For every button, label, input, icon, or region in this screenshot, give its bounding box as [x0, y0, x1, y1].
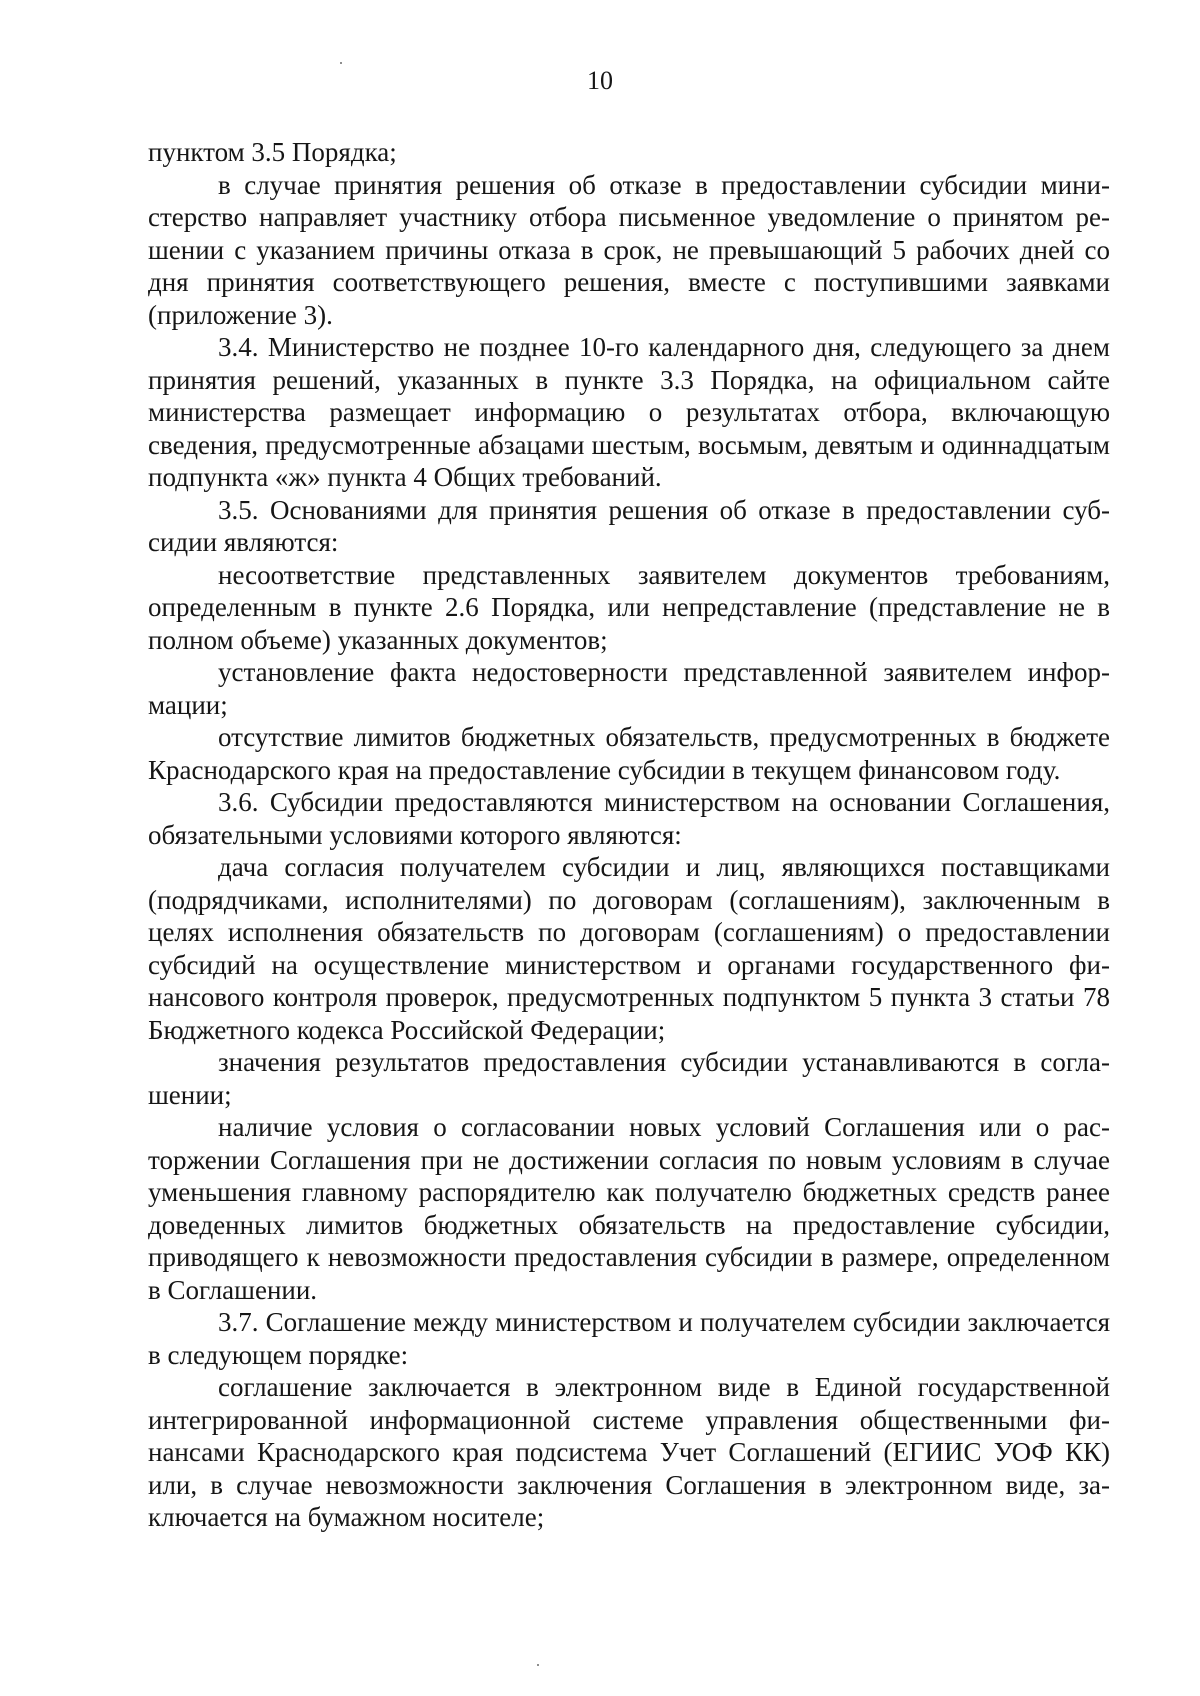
- paragraph: 3.7. Соглашение между министерством и получателем субсидии заключается в следующем порядке:: [148, 1307, 1110, 1370]
- paragraph: пунктом 3.5 Порядка;: [148, 137, 397, 167]
- paragraph: значения результатов предоставления субсидии устанавливаются в соглашении;: [148, 1047, 1110, 1110]
- paragraph: 3.5. Основаниями для принятия решения об отказе в предоставлении субсидии являются:: [148, 494, 1110, 557]
- paragraph: 3.4. Министерство не позднее 10-го календарного дня, следующего за днем принятия решений, указанных в пункте 3.3 Порядка, на официальном сайте министерства размещает информацию о результатах отбора, включающую сведения, предусмотренные абзацами шестым, восьмым, девятым и одиннадцатым подпункта «ж» пункта 4 Общих требований.: [148, 332, 1110, 492]
- scan-speck: [340, 62, 342, 64]
- page-number: 10: [587, 66, 613, 95]
- paragraph: наличие условия о согласовании новых условий Соглашения или о расторжении Соглашения при не достижении согласия по новым условиям в случае уменьшения главному распорядителю как получателю бюджетных средств ранее доведенных лимитов бюджетных обязательств на предоставление субсидии, приводящего к невозможности предоставления субсидии в размере, определенном в Соглашении.: [148, 1112, 1110, 1305]
- paragraph: в случае принятия решения об отказе в предоставлении субсидии министерство направляет участнику отбора письменное уведомление о принятом решении с указанием причины отказа в срок, не превышающий 5 рабочих дней со дня принятия соответствующего решения, вместе с поступившими заявками (приложение 3).: [148, 169, 1110, 330]
- paragraph: отсутствие лимитов бюджетных обязательств, предусмотренных в бюджете Краснодарского края на предоставление субсидии в текущем финансовом году.: [148, 722, 1110, 785]
- paragraph: дача согласия получателем субсидии и лиц, являющихся поставщиками (подрядчиками, исполнителями) по договорам (соглашениям), заключенным в целях исполнения обязательств по договорам (соглашениям) о предоставлении субсидий на осуществление министерством и органами государственного финансового контроля проверок, предусмотренных подпунктом 5 пункта 3 статьи 78 Бюджетного кодекса Российской Федерации;: [148, 852, 1110, 1045]
- paragraph: установление факта недостоверности представленной заявителем информации;: [148, 657, 1110, 720]
- document-body: [148, 136, 1110, 1534]
- paragraph: соглашение заключается в электронном виде в Единой государственной интегрированной информационной системе управления общественными финансами Краснодарского края подсистема Учет Соглашений (ЕГИИС УОФ КК) или, в случае невозможности заключения Соглашения в электронном виде, заключается на бумажном носителе;: [148, 1372, 1110, 1532]
- scan-speck: [537, 1664, 539, 1666]
- paragraph: несоответствие представленных заявителем документов требованиям, определенным в пункте 2.6 Порядка, или непредставление (представление не в полном объеме) указанных документов;: [148, 559, 1110, 655]
- paragraph: 3.6. Субсидии предоставляются министерством на основании Соглашения, обязательными условиями которого являются:: [148, 787, 1110, 850]
